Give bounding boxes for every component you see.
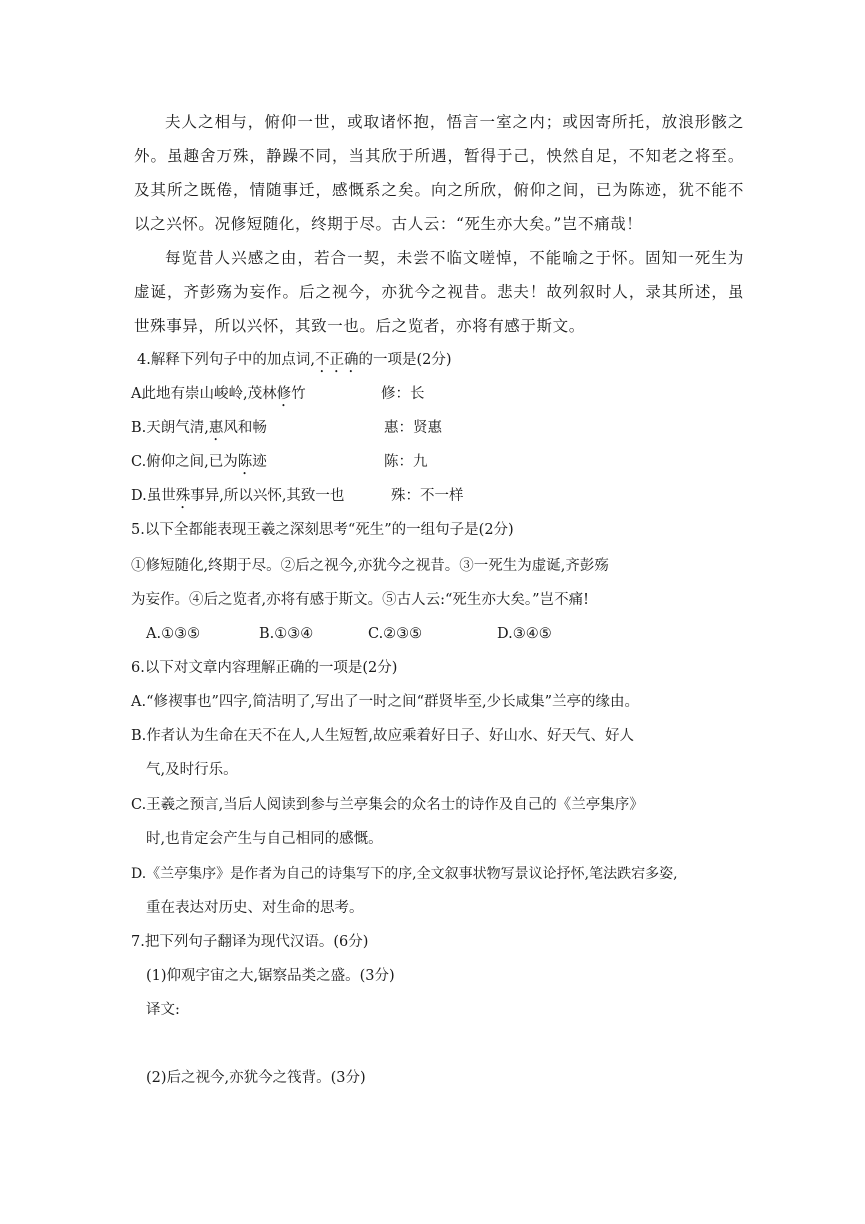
q5-choice-d: D.③④⑤ [497,626,552,642]
q7-stem: 7.把下列句子翻译为现代汉语。(6分) [131,934,369,950]
q5-choice-c: C.②③⑤ [368,626,423,642]
q6-option-b-line-2: 气,及时行乐。 [146,762,238,778]
q4-option-b [131,418,267,444]
q6-option-a: A.“修禊事也”四字,简洁明了,写出了一时之间“群贤毕至,少长咸集”兰亭的缘由。 [131,694,640,710]
q4-option-c [131,452,267,478]
q6-stem: 6.以下对文章内容理解正确的一项是(2分) [131,660,398,676]
q4-b-dotted-word: 惠 [208,420,224,436]
passage-paragraph-1: 夫人之相与，俯仰一世，或取诸怀抱，悟言一室之内；或因寄所托，放浪形骸之外。虽趣舍万殊，静躁不同，当其欣于所遇，暂得于己，怏然自足，不知老之将至。及其所之既倦，情随事迁，感慨系之矣。向之所欣，俯仰之间，已为陈迹，犹不能不以之兴怀。况修短随化，终期于尽。古人云：“死生亦大矣。”岂不痛哉！ [134,113,744,233]
q5-choice-a: A.①③⑤ [146,626,201,642]
q4-c-text: C.俯仰之间,已为 [131,454,238,470]
q4-stem [137,350,452,376]
q5-choice-b: B.①③④ [259,626,314,642]
passage-paragraph-2: 每览昔人兴感之由，若合一契，未尝不临文嗟悼，不能喻之于怀。固知一死生为虚诞，齐彭殇为妄作。后之视今，亦犹今之视昔。悲夫！故列叙时人，录其所述，虽世殊事异，所以兴怀，其致一也。后之览者，亦将有感于斯文。 [134,249,744,335]
q7-sentence-2: (2)后之视今,亦犹今之筏背。(3分) [146,1070,366,1086]
q4-a-dotted-word: 修 [276,386,292,402]
q4-d-dotted-word: 殊 [175,488,191,504]
q4-c-text-end: 迹 [252,454,267,470]
q4-option-a-definition: 修：长 [381,386,425,402]
q6-option-d-line-1: D.《兰亭集序》是作者为自己的诗集写下的序,全文叙事状物写景议论抒怀,笔法跌宕多姿, [131,866,678,882]
q6-option-b-line-1: B.作者认为生命在天不在人,人生短暂,故应乘着好日子、好山水、好天气、好人 [131,728,634,744]
q4-stem-c: 的一项是(2分) [358,352,452,368]
q4-c-dotted-word: 陈 [237,454,253,470]
q4-option-d-definition: 殊：不一样 [391,488,464,504]
q4-b-text-end: 风和畅 [223,420,267,436]
q6-option-c-line-2: 时,也肯定会产生与自己相同的感慨。 [146,831,383,847]
q4-option-a [131,384,306,410]
q5-stem: 5.以下全都能表现王羲之深刻思考“死生”的一组句子是(2分) [131,522,514,538]
q4-a-text: A此地有崇山峻岭,茂林 [131,386,277,402]
q4-a-text-end: 竹 [291,386,306,402]
q5-sentences-line-2: 为妄作。④后之览者,亦将有感于斯文。⑤古人云:“死生亦大矣。”岂不痛! [131,592,589,608]
q4-option-c-definition: 陈：九 [384,454,428,470]
q5-sentences-line-1: ①修短随化,终期于尽。②后之视今,亦犹今之视昔。③一死生为虚诞,齐彭殇 [131,558,609,574]
q4-d-text-end: 事异,所以兴怀,其致一也 [190,488,345,504]
q7-translation-label: 译文: [146,1002,180,1018]
q4-option-b-definition: 惠：贤惠 [384,420,442,436]
q4-stem-emphasis: 不正确 [314,352,359,368]
q4-stem-a: 4.解释下列句子中的加点词, [137,352,315,368]
q4-d-text: D.虽世 [131,488,176,504]
q6-option-d-line-2: 重在表达对历史、对生命的思考。 [146,900,364,916]
q6-option-c-line-1: C.王羲之预言,当后人阅读到参与兰亭集会的众名士的诗作及自己的《兰亭集序》 [131,797,644,813]
q7-sentence-1: (1)仰观宇宙之大,锯察品类之盛。(3分) [146,968,395,984]
q4-b-text: B.天朗气清, [131,420,209,436]
q4-option-d [131,486,344,512]
